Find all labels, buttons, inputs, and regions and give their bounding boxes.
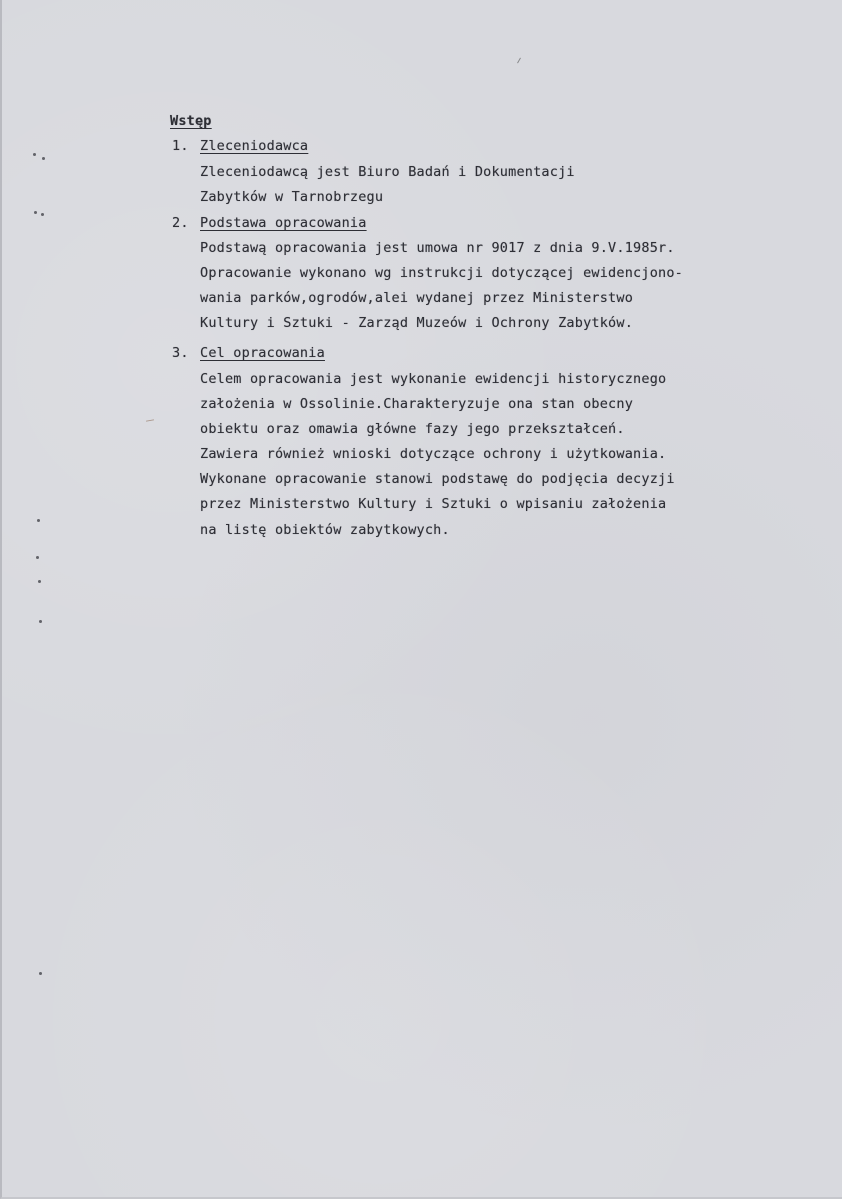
section-3-line: Zawiera również wnioski dotyczące ochrony i użytkowania. [200,446,667,462]
section-2-number: 2. [172,215,189,231]
section-1-number: 1. [172,138,189,154]
margin-mark [42,157,45,160]
section-3-line: przez Ministerstwo Kultury i Sztuki o wpisaniu założenia [200,496,667,512]
margin-mark [36,556,39,559]
margin-mark [37,519,40,522]
section-1-line: Zabytków w Tarnobrzegu [200,189,384,205]
margin-mark [38,580,41,583]
margin-mark [39,620,42,623]
margin-mark [34,211,37,214]
section-2-line: wania parków,ogrodów,alei wydanej przez Ministerstwo [200,290,634,306]
section-3-line: Celem opracowania jest wykonanie ewidencji historycznego [200,371,667,387]
paper-speck [517,58,521,64]
section-3-line: Wykonane opracowanie stanowi podstawę do podjęcia decyzji [200,471,675,487]
section-2-line: Kultury i Sztuki - Zarząd Muzeów i Ochrony Zabytków. [200,315,634,331]
section-3-number: 3. [172,345,189,361]
section-3-line: założenia w Ossolinie.Charakteryzuje ona stan obecny [200,396,634,412]
section-1-title: Zleceniodawca [200,138,309,154]
section-3-line: na listę obiektów zabytkowych. [200,522,450,538]
section-3-line: obiektu oraz omawia główne fazy jego przekształceń. [200,421,625,437]
margin-mark [41,213,44,216]
section-2-line: Podstawą opracowania jest umowa nr 9017 z dnia 9.V.1985r. [200,240,675,256]
margin-mark [39,972,42,975]
paper-speck [146,419,154,421]
section-1-line: Zleceniodawcą jest Biuro Badań i Dokumentacji [200,164,575,180]
margin-mark [33,153,36,156]
section-2-line: Opracowanie wykonano wg instrukcji dotyczącej ewidencjono- [200,265,684,281]
section-3-title: Cel opracowania [200,345,325,361]
section-2-title: Podstawa opracowania [200,215,367,231]
document-heading: Wstęp [170,113,212,129]
